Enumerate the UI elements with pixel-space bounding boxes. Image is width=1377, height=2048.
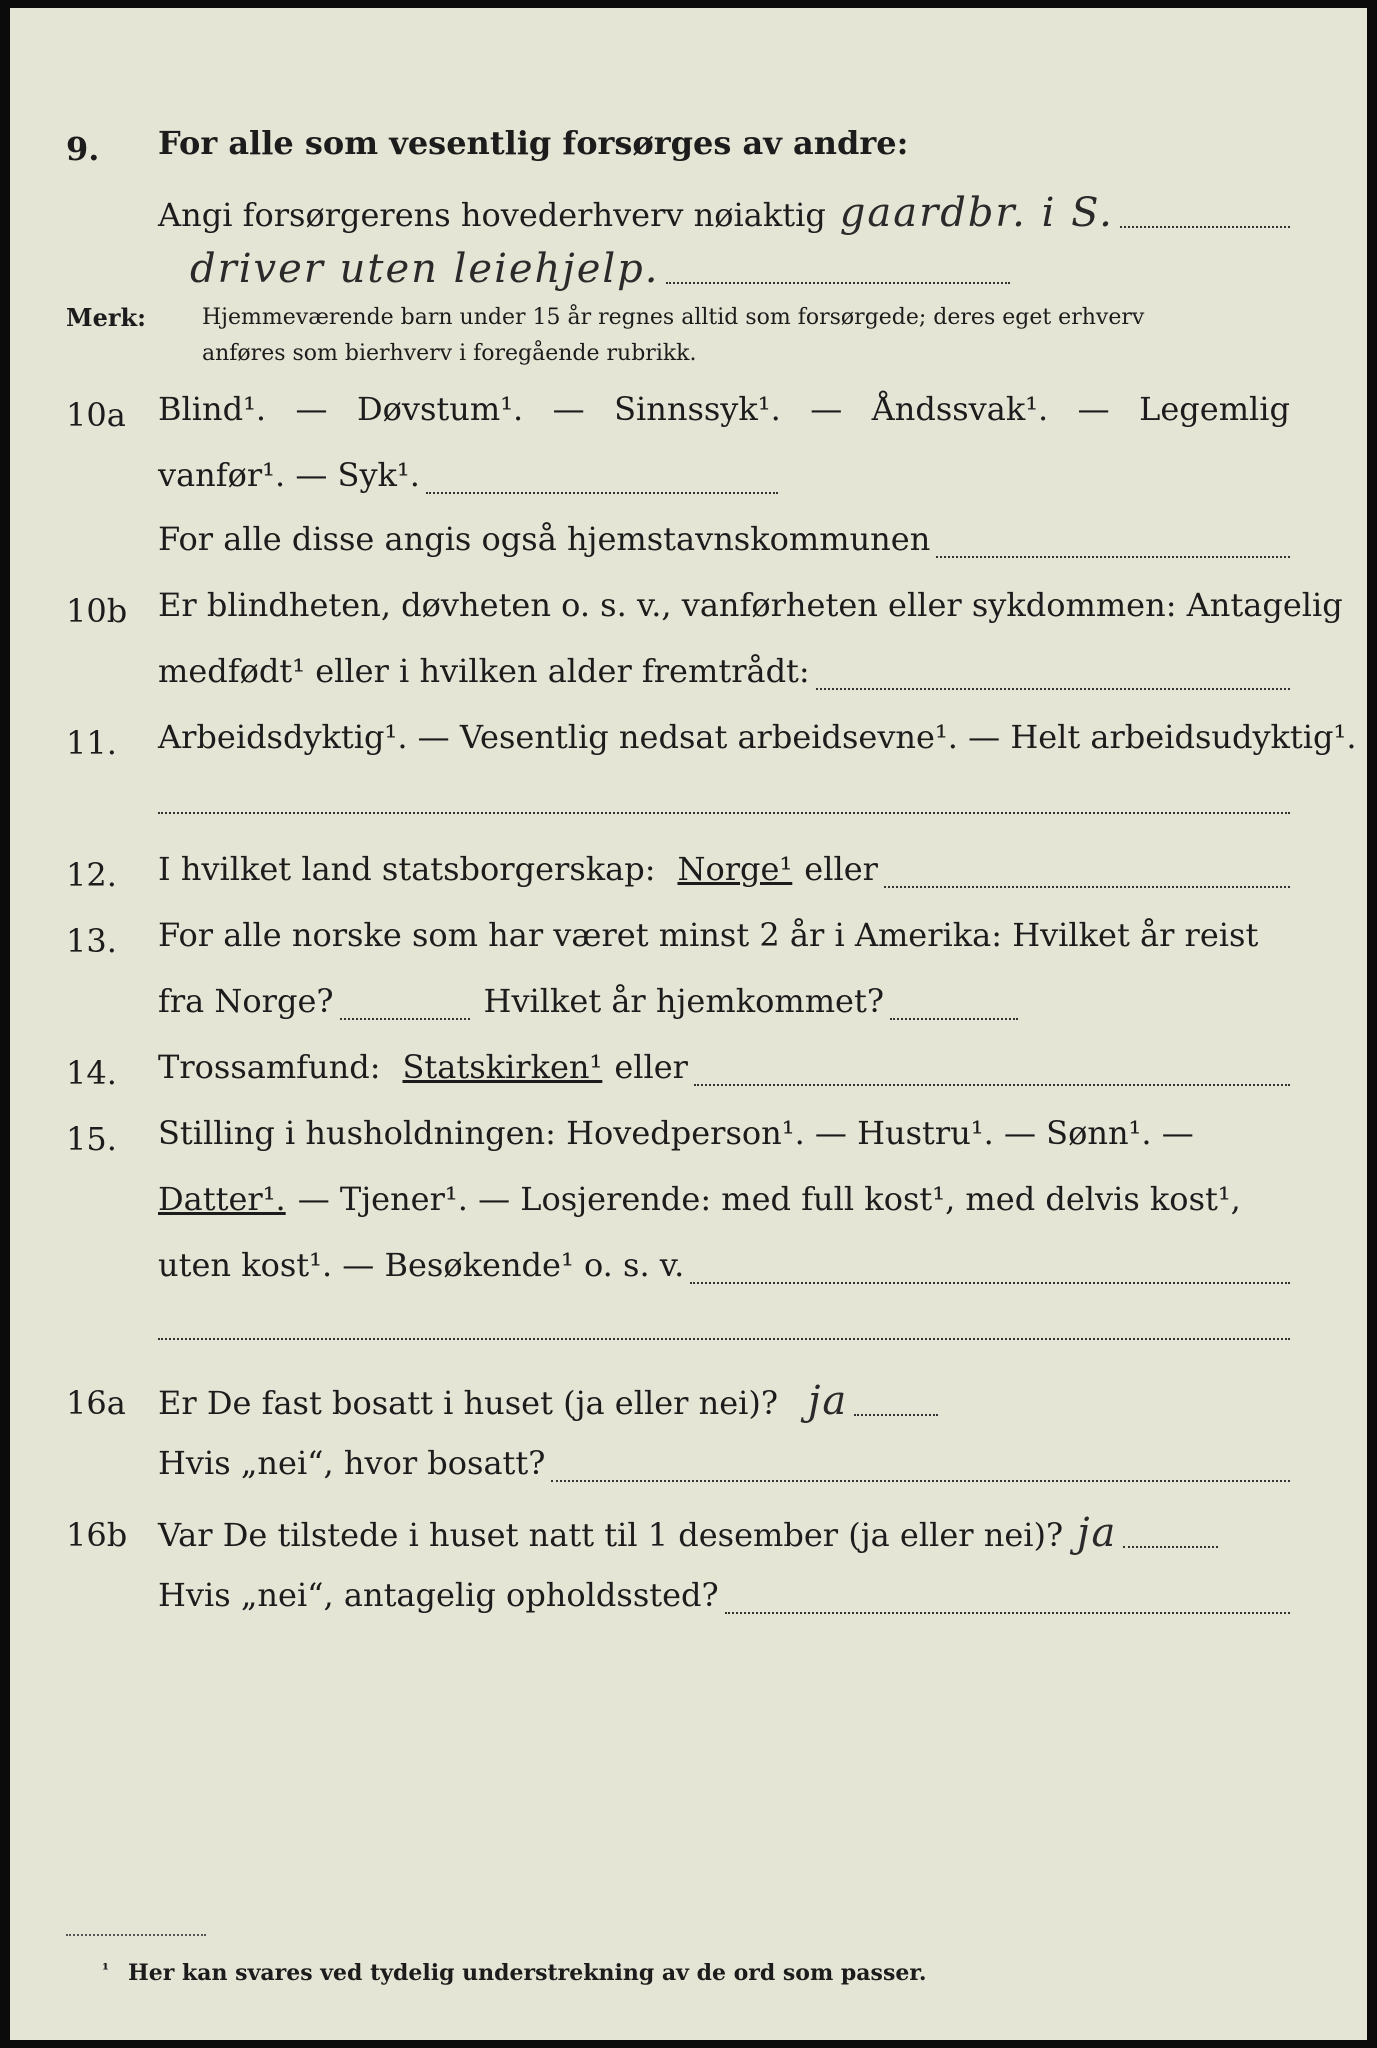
q10a-hjemstavn-fill bbox=[936, 556, 1290, 558]
q12-number: 12. bbox=[66, 856, 117, 894]
q10b-question: medfødt¹ eller i hvilken alder fremtrådt: bbox=[158, 652, 810, 690]
q9-answer1: gaardbr. i S. bbox=[839, 190, 1114, 236]
q9-question: Angi forsørgerens hovederhverv nøiaktig bbox=[158, 196, 826, 234]
q15-line2-text: — Tjener¹. — Losjerende: med full kost¹, med delvis kost¹, bbox=[297, 1180, 1241, 1218]
q16a-fill-line bbox=[854, 1414, 938, 1416]
q10b-line1: Er blindheten, døvheten o. s. v., vanførheten eller sykdommen: Antagelig bbox=[158, 586, 1343, 624]
option-blind: Blind¹. bbox=[158, 390, 267, 428]
footnote-text: Her kan svares ved tydelig understrekning av de ord som passer. bbox=[128, 1960, 927, 1986]
q10a-hjemstavn: For alle disse angis også hjemstavnskommunen bbox=[158, 520, 931, 558]
q15-line1: Stilling i husholdningen: Hovedperson¹. — Hustru¹. — Sønn¹. — bbox=[158, 1114, 1194, 1152]
q16a-line1 bbox=[158, 1378, 938, 1426]
dash: — bbox=[552, 390, 585, 428]
option-sinnssyk: Sinnssyk¹. bbox=[614, 390, 781, 428]
q16a-number: 16a bbox=[66, 1384, 126, 1422]
option-legemlig: Legemlig bbox=[1139, 390, 1290, 428]
q15-extra-line bbox=[158, 1338, 1290, 1340]
q13-number: 13. bbox=[66, 922, 117, 960]
q13-line1: For alle norske som har været minst 2 år i Amerika: Hvilket år reist bbox=[158, 916, 1259, 954]
q15-fill-line bbox=[690, 1282, 1290, 1284]
merk-line2: anføres som bierhverv i foregående rubrikk. bbox=[202, 341, 697, 366]
q13-reist-fill bbox=[340, 1018, 470, 1020]
dash: — bbox=[810, 390, 843, 428]
q16b-opholdssted-fill bbox=[725, 1612, 1290, 1614]
q9-line3 bbox=[190, 246, 1010, 294]
q15-line2 bbox=[158, 1180, 1241, 1228]
footnote-mark: ¹ bbox=[102, 1960, 110, 1979]
q11-fill-line bbox=[158, 812, 1290, 814]
q10a-number: 10a bbox=[66, 396, 126, 434]
merk-label: Merk: bbox=[66, 303, 146, 332]
q10a-line1 bbox=[158, 390, 1290, 438]
q16b-question: Var De tilstede i huset natt til 1 desember (ja eller nei)? bbox=[158, 1516, 1064, 1554]
q11-line1: Arbeidsdyktig¹. — Vesentlig nedsat arbeidsevne¹. — Helt arbeidsudyktig¹. bbox=[158, 718, 1357, 756]
q9-line1: For alle som vesentlig forsørges av andre: bbox=[158, 124, 909, 162]
q9-line2 bbox=[158, 190, 1290, 238]
q16b-line2 bbox=[158, 1576, 1290, 1624]
q14-statskirken: Statskirken¹ bbox=[402, 1048, 603, 1086]
q12-norge: Norge¹ bbox=[677, 850, 793, 888]
q9-answer2: driver uten leiehjelp. bbox=[190, 246, 660, 292]
q16b-opholdssted: Hvis „nei“, antagelig opholdssted? bbox=[158, 1576, 719, 1614]
q9-fill-line2 bbox=[666, 282, 1011, 284]
q15-line3-text: uten kost¹. — Besøkende¹ o. s. v. bbox=[158, 1246, 685, 1284]
q16a-line2 bbox=[158, 1444, 1290, 1492]
q12-fill-line bbox=[884, 886, 1290, 888]
q9-number: 9. bbox=[66, 130, 100, 168]
q14-number: 14. bbox=[66, 1054, 117, 1092]
q11-number: 11. bbox=[66, 724, 117, 762]
q10b-fill-line bbox=[816, 688, 1290, 690]
q16a-answer: ja bbox=[808, 1378, 849, 1424]
option-andssvak: Åndssvak¹. bbox=[871, 390, 1049, 428]
q13-reist: fra Norge? bbox=[158, 982, 334, 1020]
footnote-divider bbox=[66, 1934, 206, 1936]
q10b-line2 bbox=[158, 652, 1290, 700]
q16b-answer: ja bbox=[1077, 1510, 1118, 1556]
q12-question: I hvilket land statsborgerskap: bbox=[158, 850, 656, 888]
q9-fill-line1 bbox=[1120, 226, 1290, 228]
q16b-fill-line bbox=[1123, 1546, 1218, 1548]
q14-question: Trossamfund: bbox=[158, 1048, 381, 1086]
q10a-line3 bbox=[158, 520, 1290, 568]
q15-number: 15. bbox=[66, 1120, 117, 1158]
q13-hjemkommet-fill bbox=[890, 1018, 1018, 1020]
q15-line3 bbox=[158, 1246, 1290, 1294]
q16b-line1 bbox=[158, 1510, 1218, 1558]
q12-eller: eller bbox=[804, 850, 878, 888]
q12-line bbox=[158, 850, 1290, 898]
q14-line bbox=[158, 1048, 1290, 1096]
q10a-fill-line bbox=[426, 492, 778, 494]
q10b-number: 10b bbox=[66, 592, 128, 630]
dash: — bbox=[1077, 390, 1110, 428]
q16a-question: Er De fast bosatt i huset (ja eller nei)? bbox=[158, 1384, 779, 1422]
q16b-number: 16b bbox=[66, 1516, 128, 1554]
q10a-line2 bbox=[158, 456, 778, 504]
q16a-bosatt: Hvis „nei“, hvor bosatt? bbox=[158, 1444, 546, 1482]
merk-line1: Hjemmeværende barn under 15 år regnes alltid som forsørgede; deres eget erhverv bbox=[202, 305, 1145, 330]
q13-line2 bbox=[158, 982, 1018, 1030]
census-form-page bbox=[10, 8, 1367, 2040]
q13-hjemkommet: Hvilket år hjemkommet? bbox=[483, 982, 884, 1020]
q16a-bosatt-fill bbox=[551, 1480, 1290, 1482]
option-dovstum: Døvstum¹. bbox=[356, 390, 524, 428]
q15-datter: Datter¹. bbox=[158, 1180, 286, 1218]
q10a-vanfor-syk: vanfør¹. — Syk¹. bbox=[158, 456, 420, 494]
q14-eller: eller bbox=[614, 1048, 688, 1086]
q14-fill-line bbox=[694, 1084, 1290, 1086]
dash: — bbox=[295, 390, 328, 428]
